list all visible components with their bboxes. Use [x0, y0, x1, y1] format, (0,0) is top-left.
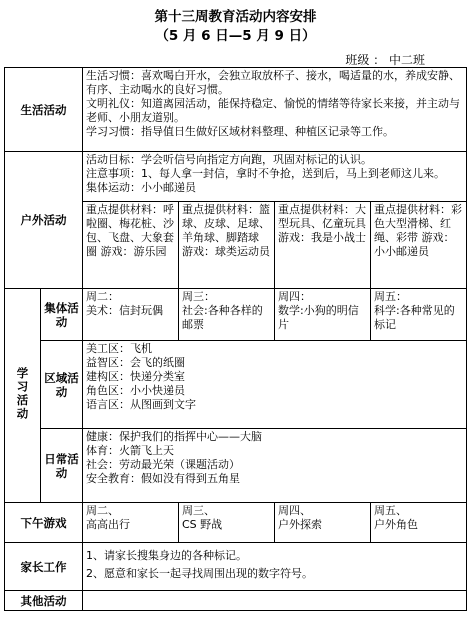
area-row [5, 341, 467, 429]
parents-label: 家长工作 [5, 543, 83, 591]
group-content: 美术：信封玩偶 [86, 304, 163, 317]
daily-line: 体育：火箭飞上天 [86, 444, 174, 457]
schedule-table [4, 67, 467, 611]
life-label: 生活活动 [5, 68, 83, 152]
afternoon-content: 户外角色 [374, 518, 418, 531]
outdoor-line: 活动目标：学会听信号向指定方向跑，巩固对标记的认识。 [86, 153, 372, 166]
group-content: 数学:小狗的明信片 [278, 304, 359, 331]
afternoon-day: 周五、 [374, 504, 407, 517]
area-line: 语言区：从图画到文字 [86, 398, 196, 411]
life-line: 学习习惯：指导值日生做好区域材料整理、种植区记录等工作。 [86, 125, 394, 138]
outdoor-row [5, 152, 467, 202]
life-line: 文明礼仪：知道离园活动，能保持稳定、愉悦的情绪等待家长来接，并主动与老师、小朋友道别。 [86, 97, 460, 124]
group-day: 周三： [182, 290, 215, 303]
date-range: （5 月 6 日—5 月 9 日） [155, 28, 316, 44]
outdoor-cell: 重点提供材料：呼啦圈、梅花桩、沙包、飞盘、大象套圈 游戏：游乐园 [83, 202, 179, 289]
group-day: 周二： [86, 290, 119, 303]
group-cell [275, 289, 371, 341]
group-cell [83, 289, 179, 341]
area-line: 角色区：小小快递员 [86, 384, 185, 397]
afternoon-cell [371, 503, 467, 543]
outdoor-cell: 重点提供材料：大型玩具、亿童玩具 游戏：我是小战士 [275, 202, 371, 289]
daily-row [5, 429, 467, 503]
parents-line: 1、请家长搜集身边的各种标记。 [86, 549, 247, 562]
outdoor-cell: 重点提供材料：篮球、皮球、足球、羊角球、脚踏球 游戏：球类运动员 [179, 202, 275, 289]
parents-row [5, 543, 467, 591]
afternoon-day: 周二、 [86, 504, 119, 517]
afternoon-content: 高高出行 [86, 518, 130, 531]
other-content [83, 591, 467, 611]
group-day: 周五： [374, 290, 407, 303]
outdoor-content [83, 152, 467, 202]
group-cell [371, 289, 467, 341]
group-row [5, 289, 467, 341]
area-line: 益智区：会飞的纸圈 [86, 356, 185, 369]
life-line: 生活习惯：喜欢喝白开水，会独立取放杯子、接水，喝适量的水，养成安静、有序、主动喝水的良好习惯。 [86, 69, 460, 96]
parents-line: 2、愿意和家长一起寻找周围出现的数字符号。 [86, 567, 313, 580]
afternoon-label: 下午游戏 [5, 503, 83, 543]
area-label: 区域活动 [41, 341, 83, 429]
afternoon-day: 周三、 [182, 504, 215, 517]
daily-line: 健康：保护我们的指挥中心——大脑 [86, 430, 262, 443]
afternoon-content: 户外探索 [278, 518, 322, 531]
parents-content [83, 543, 467, 591]
group-content: 科学:各种常见的标记 [374, 304, 455, 331]
outdoor-line: 集体运动：小小邮递员 [86, 181, 196, 194]
afternoon-day: 周四、 [278, 504, 311, 517]
area-line: 美工区：飞机 [86, 342, 152, 355]
outdoor-line: 注意事项：1、每人拿一封信，拿时不争抢，送到后，马上到老师这儿来。 [86, 167, 445, 180]
other-label: 其他活动 [5, 591, 83, 611]
class-label: 班级 ： 中二班 [345, 53, 425, 67]
afternoon-row [5, 503, 467, 543]
area-line: 建构区：快递分类室 [86, 370, 185, 383]
daily-line: 安全教育：假如没有得到五角星 [86, 472, 240, 485]
area-content [83, 341, 467, 429]
afternoon-content: CS 野战 [182, 518, 223, 531]
group-cell [179, 289, 275, 341]
group-day: 周四： [278, 290, 311, 303]
group-label: 集体活动 [41, 289, 83, 341]
daily-label: 日常活动 [41, 429, 83, 503]
afternoon-cell [83, 503, 179, 543]
learning-label-text: 学习活动 [15, 367, 30, 421]
group-content: 社会:各种各样的邮票 [182, 304, 263, 331]
life-content [83, 68, 467, 152]
learning-label [5, 289, 41, 503]
page-title: 第十三周教育活动内容安排 [154, 9, 317, 25]
afternoon-cell [275, 503, 371, 543]
other-row [5, 591, 467, 611]
life-row [5, 68, 467, 152]
afternoon-cell [179, 503, 275, 543]
outdoor-label: 户外活动 [5, 152, 83, 289]
daily-line: 社会：劳动最光荣（课题活动） [86, 458, 240, 471]
outdoor-cell: 重点提供材料：彩色大型滑梯、红绳、彩带 游戏：小小邮递员 [371, 202, 467, 289]
daily-content [83, 429, 467, 503]
